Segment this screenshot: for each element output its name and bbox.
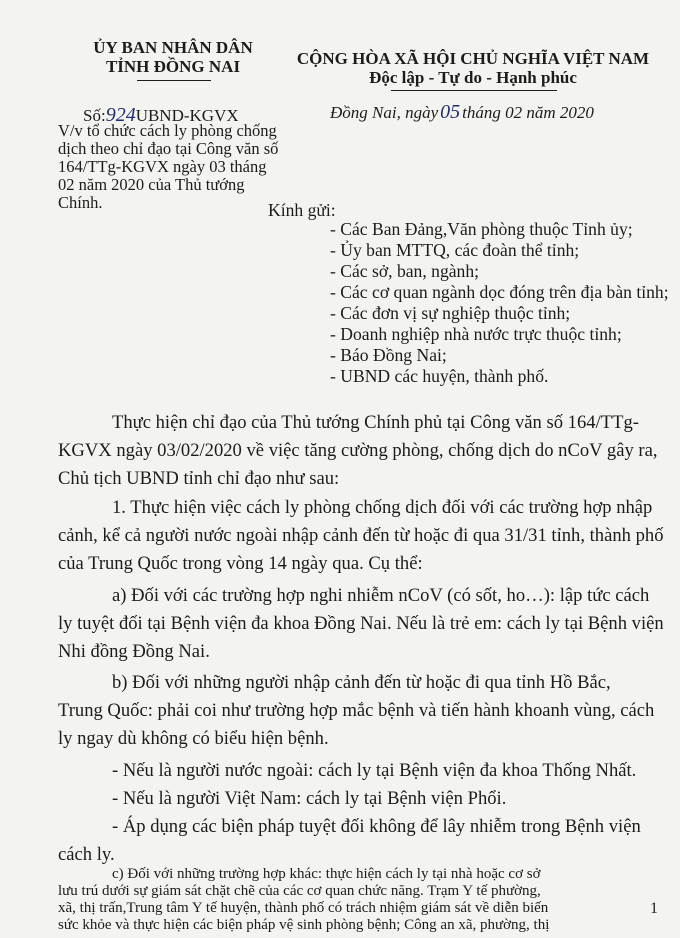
recipient-item: - Báo Đồng Nai; <box>330 345 447 365</box>
subject-line-1: V/v tổ chức cách ly phòng chống <box>58 121 277 140</box>
body-line: c) Đối với những trường hợp khác: thực hiện cách ly tại nhà hoặc cơ sở <box>112 866 541 882</box>
subject-line-2: dịch theo chỉ đạo tại Công văn số <box>58 139 279 158</box>
agency-underline <box>137 80 211 81</box>
body-line: - Nếu là người Việt Nam: cách ly tại Bệnh viện Phổi. <box>112 788 507 809</box>
date-suffix: tháng 02 năm 2020 <box>462 103 594 122</box>
body-line: a) Đối với các trường hợp nghi nhiễm nCoV (có sốt, ho…): lập tức cách <box>112 585 650 606</box>
recipient-item: - Các Ban Đảng,Văn phòng thuộc Tỉnh ủy; <box>330 219 633 239</box>
body-line: Nhi đồng Đồng Nai. <box>58 641 210 662</box>
body-line: b) Đối với những người nhập cảnh đến từ hoặc đi qua tỉnh Hồ Bắc, <box>112 672 611 693</box>
body-line: KGVX ngày 03/02/2020 về việc tăng cường phòng, chống dịch do nCoV gây ra, <box>58 440 658 461</box>
agency-name: ỦY BAN NHÂN DÂN <box>93 38 253 57</box>
motto-underline <box>391 90 557 91</box>
issue-date <box>330 101 594 124</box>
body-line: Chủ tịch UBND tỉnh chỉ đạo như sau: <box>58 468 340 489</box>
recipient-item: - Các sở, ban, ngành; <box>330 261 480 281</box>
body-line: Thực hiện chỉ đạo của Thủ tướng Chính phủ tại Công văn số 164/TTg- <box>112 412 639 433</box>
doc-no-suffix: UBND-KGVX <box>135 106 239 125</box>
subject-line-4: 02 năm 2020 của Thủ tướng <box>58 175 245 194</box>
body-line: - Nếu là người nước ngoài: cách ly tại Bệnh viện đa khoa Thống Nhất. <box>112 760 637 781</box>
body-line: ly tuyệt đối tại Bệnh viện đa khoa Đồng Nai. Nếu là trẻ em: cách ly tại Bệnh viện <box>58 613 664 634</box>
body-line: cách ly. <box>58 844 115 865</box>
subject-line-5: Chính. <box>58 193 103 212</box>
body-line: Trung Quốc: phải coi như trường hợp mắc bệnh và tiến hành khoanh vùng, cách <box>58 700 655 721</box>
date-day-handwritten: 05 <box>440 101 461 123</box>
recipient-item: - UBND các huyện, thành phố. <box>330 366 549 386</box>
motto: Độc lập - Tự do - Hạnh phúc <box>369 68 577 87</box>
recipient-item: - Các cơ quan ngành dọc đóng trên địa bàn tỉnh; <box>330 282 669 302</box>
body-line: của Trung Quốc trong vòng 14 ngày qua. Cụ thể: <box>58 553 423 574</box>
doc-no-prefix: Số: <box>83 106 106 125</box>
recipient-item: - Doanh nghiệp nhà nước trực thuộc tỉnh; <box>330 324 622 344</box>
body-line: sức khỏe và thực hiện các biện pháp vệ sinh phòng bệnh; Công an xã, phường, thị <box>58 917 550 933</box>
date-prefix: Đồng Nai, ngày <box>330 103 439 122</box>
body-line: cảnh, kể cả người nước ngoài nhập cảnh đến từ hoặc đi qua 31/31 tỉnh, thành phố <box>58 525 664 546</box>
body-line: xã, thị trấn,Trung tâm Y tế huyện, thành phố có trách nhiệm giám sát về diễn biến <box>58 900 549 916</box>
body-line: ly ngay dù không có biểu hiện bệnh. <box>58 728 329 749</box>
recipient-item: - Ủy ban MTTQ, các đoàn thể tỉnh; <box>330 240 580 260</box>
body-line: 1. Thực hiện việc cách ly phòng chống dịch đối với các trường hợp nhập <box>112 497 653 518</box>
recipients-label: Kính gửi: <box>268 200 336 220</box>
nation-title: CỘNG HÒA XÃ HỘI CHỦ NGHĨA VIỆT NAM <box>296 49 650 68</box>
page-number: 1 <box>650 900 658 917</box>
subject-line-3: 164/TTg-KGVX ngày 03 tháng <box>58 157 267 176</box>
province-name: TỈNH ĐỒNG NAI <box>105 57 241 76</box>
body-line: - Áp dụng các biện pháp tuyệt đối không để lây nhiễm trong Bệnh viện <box>112 816 641 837</box>
doc-no-handwritten: 924 <box>105 104 136 126</box>
body-line: lưu trú dưới sự giám sát chặt chẽ của các cơ quan chức năng. Trạm Y tế phường, <box>58 883 541 899</box>
recipient-item: - Các đơn vị sự nghiệp thuộc tỉnh; <box>330 303 571 323</box>
